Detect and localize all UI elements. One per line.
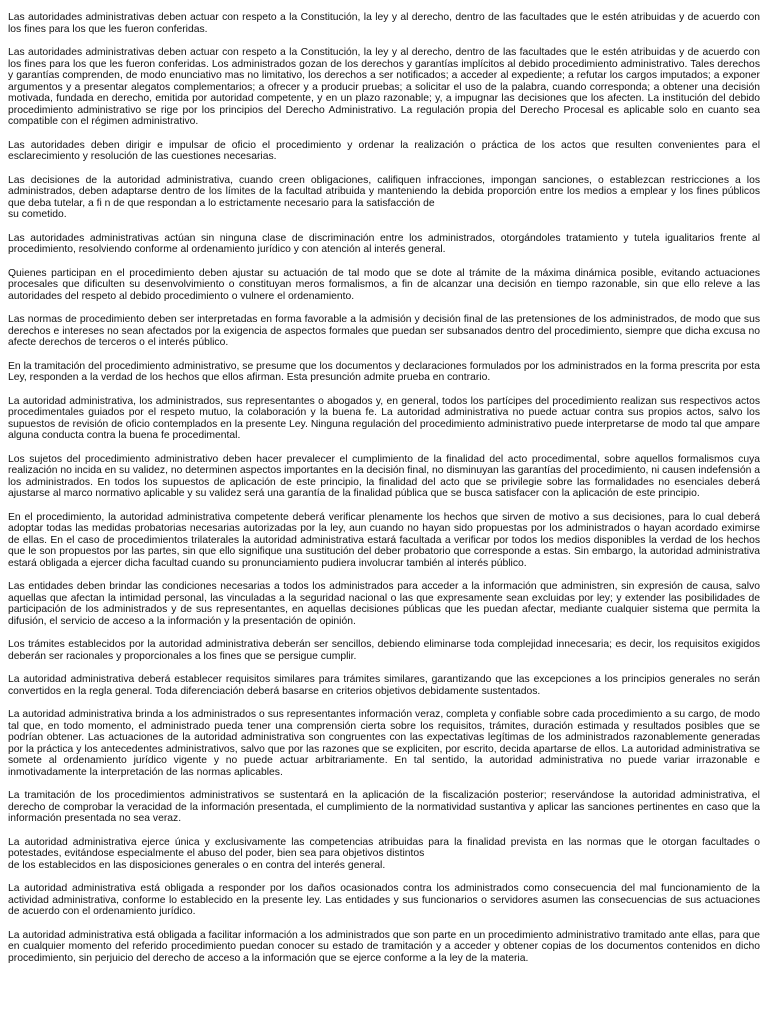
paragraph-13: Los trámites establecidos por la autoridad administrativa deberán ser sencillos, debiendo eliminarse toda complejidad innecesaria; es decir, los requisitos exigidos deberán ser racionales y proporcionales a los fines que se persigue cumplir. bbox=[8, 639, 760, 662]
paragraph-11: En el procedimiento, la autoridad administrativa competente deberá verificar plenamente los hechos que sirven de motivo a sus decisiones, para lo cual deberá adoptar todas las medidas probatorias necesarias autorizadas por la ley, aun cuando no hayan sido propuestas por los administrados o hayan acordado eximirse de ellas. En el caso de procedimientos trilaterales la autoridad administrativa estará facultada a verificar por todos los medios disponibles la verdad de los hechos que le son propuestos por las partes, sin que ello signifique una sustitución del deber probatorio que corresponde a estas. Sin embargo, la autoridad administrativa estará obligada a ejercer dicha facultad cuando su pronunciamiento pudiera involucrar también al interés público. bbox=[8, 511, 760, 569]
paragraph-19: La autoridad administrativa está obligada a facilitar información a los administrados que son parte en un procedimiento administrativo tramitado ante ellas, para que en cualquier momento del referido procedimiento puedan conocer su estado de tramitación y a acceder y obtener copias de los documentos contenidos en dicho procedimiento, sin perjuicio del derecho de acceso a la información que se ejerce conforme a la ley de la materia. bbox=[8, 929, 760, 964]
paragraph-16: La tramitación de los procedimientos administrativos se sustentará en la aplicación de la fiscalización posterior; reservándose la autoridad administrativa, el derecho de comprobar la veracidad de la información presentada, el cumplimiento de la normatividad sustantiva y aplicar las sanciones pertinentes en caso que la información presentada no sea veraz. bbox=[8, 790, 760, 824]
paragraph-10: Los sujetos del procedimiento administrativo deben hacer prevalecer el cumplimiento de la finalidad del acto procedimental, sobre aquellos formalismos cuya realización no incida en su validez, no determinen aspectos importantes en la decisión final, no disminuyan las garantías del procedimiento, ni causen indefensión a los administrados. En todos los supuestos de aplicación de este principio, la finalidad del acto que se privilegie sobre las formalidades no esenciales deberá ajustarse al marco normativo aplicable y su validez será una garantía de la finalidad pública que se busca satisfacer con la aplicación de este principio. bbox=[8, 453, 760, 499]
paragraph-18: La autoridad administrativa está obligada a responder por los daños ocasionados contra los administrados como consecuencia del mal funcionamiento de la actividad administrativa, conforme lo establecido en la presente ley. Las entidades y sus funcionarios o servidores asumen las consecuencias de sus actuaciones de acuerdo con el ordenamiento jurídico. bbox=[8, 883, 760, 917]
paragraph-7: Las normas de procedimiento deben ser interpretadas en forma favorable a la admisión y decisión final de las pretensiones de los administrados, de modo que sus derechos e intereses no sean afectados por la exigencia de aspectos formales que puedan ser subsanados dentro del procedimiento, siempre que dicha excusa no afecte derechos de terceros o el interés público. bbox=[8, 314, 760, 348]
paragraph-12: Las entidades deben brindar las condiciones necesarias a todos los administrados para acceder a la información que administren, sin expresión de causa, salvo aquellas que afectan la intimidad personal, las vinculadas a la seguridad nacional o las que expresamente sean excluidas por ley; y extender las posibilidades de participación de los administrados y de sus representantes, en aquellas decisiones públicas que les puedan afectar, mediante cualquier sistema que permita la difusión, el servicio de acceso a la información y la presentación de opinión. bbox=[8, 581, 760, 627]
paragraph-3: Las autoridades deben dirigir e impulsar de oficio el procedimiento y ordenar la realización o práctica de los actos que resulten convenientes para el esclarecimiento y resolución de las cuestiones necesarias. bbox=[8, 139, 760, 162]
paragraph-17: La autoridad administrativa ejerce única y exclusivamente las competencias atribuidas para la finalidad prevista en las normas que le otorgan facultades o potestades, evitándose especialmente el abuso del poder, bien sea para objetivos distintos de los establecidos en las disposiciones generales o en contra del interés general. bbox=[8, 836, 760, 871]
paragraph-15: La autoridad administrativa brinda a los administrados o sus representantes información veraz, completa y confiable sobre cada procedimiento a su cargo, de modo tal que, en todo momento, el administrado pueda tener una comprensión cierta sobre los requisitos, trámites, duración estimada y resultados posibles que se podrían obtener. Las actuaciones de la autoridad administrativa son congruentes con las expectativas legítimas de los administrados razonablemente generadas por la práctica y los antecedentes administrativos, salvo que por las razones que se expliciten, por escrito, decida apartarse de ellos. La autoridad administrativa se somete al ordenamiento jurídico vigente y no puede actuar arbitrariamente. En tal sentido, la autoridad administrativa no puede variar irrazonable e inmotivadamente la interpretación de las normas aplicables. bbox=[8, 709, 760, 778]
paragraph-6: Quienes participan en el procedimiento deben ajustar su actuación de tal modo que se dote al trámite de la máxima dinámica posible, evitando actuaciones procesales que dificulten su desenvolvimiento o constituyan meros formalismos, a fin de alcanzar una decisión en tiempo razonable, sin que ello releve a las autoridades del respeto al debido procedimiento o vulnere el ordenamiento. bbox=[8, 267, 760, 302]
paragraph-8: En la tramitación del procedimiento administrativo, se presume que los documentos y declaraciones formulados por los administrados en la forma prescrita por esta Ley, responden a la verdad de los hechos que ellos afirman. Esta presunción admite prueba en contrario. bbox=[8, 360, 760, 383]
paragraph-9: La autoridad administrativa, los administrados, sus representantes o abogados y, en general, todos los partícipes del procedimiento realizan sus respectivos actos procedimentales guiados por el respeto mutuo, la colaboración y la buena fe. La autoridad administrativa no puede actuar contra sus propios actos, salvo los supuestos de revisión de oficio contemplados en la presente Ley. Ninguna regulación del procedimiento administrativo puede interpretarse de modo tal que ampare alguna conducta contra la buena fe procedimental. bbox=[8, 395, 760, 441]
paragraph-2: Las autoridades administrativas deben actuar con respeto a la Constitución, la ley y al derecho, dentro de las facultades que le estén atribuidas y de acuerdo con los fines para los que les fueron conferidas. Los administrados gozan de los derechos y garantías implícitos al debido procedimiento administrativo. Tales derechos y garantías comprenden, de modo enunciativo mas no limitativo, los derechos a ser notificados; a acceder al expediente; a refutar los cargos imputados; a exponer argumentos y a presentar alegatos complementarios; a ofrecer y a producir pruebas; a solicitar el uso de la palabra, cuando corresponda; a obtener una decisión motivada, fundada en derecho, emitida por autoridad competente, y en un plazo razonable; y, a impugnar las decisiones que los afecten. La institución del debido procedimiento administrativo se rige por los principios del Derecho Administrativo. La regulación propia del Derecho Procesal es aplicable solo en cuanto sea compatible con el régimen administrativo. bbox=[8, 47, 760, 127]
paragraph-4: Las decisiones de la autoridad administrativa, cuando creen obligaciones, califiquen infracciones, impongan sanciones, o establezcan restricciones a los administrados, deben adaptarse dentro de los límites de la facultad atribuida y manteniendo la debida proporción entre los medios a emplear y los fines públicos que deba tutelar, a fi n de que respondan a lo estrictamente necesario para la satisfacción de su cometido. bbox=[8, 174, 760, 220]
paragraph-5: Las autoridades administrativas actúan sin ninguna clase de discriminación entre los administrados, otorgándoles tratamiento y tutela igualitarios frente al procedimiento, resolviendo conforme al ordenamiento jurídico y con atención al interés general. bbox=[8, 232, 760, 255]
paragraph-1: Las autoridades administrativas deben actuar con respeto a la Constitución, la ley y al derecho, dentro de las facultades que le estén atribuidas y de acuerdo con los fines para los que les fueron conferidas. bbox=[8, 12, 760, 35]
paragraph-14: La autoridad administrativa deberá establecer requisitos similares para trámites similares, garantizando que las excepciones a los principios generales no serán convertidos en la regla general. Toda diferenciación deberá basarse en criterios objetivos debidamente sustentados. bbox=[8, 674, 760, 697]
